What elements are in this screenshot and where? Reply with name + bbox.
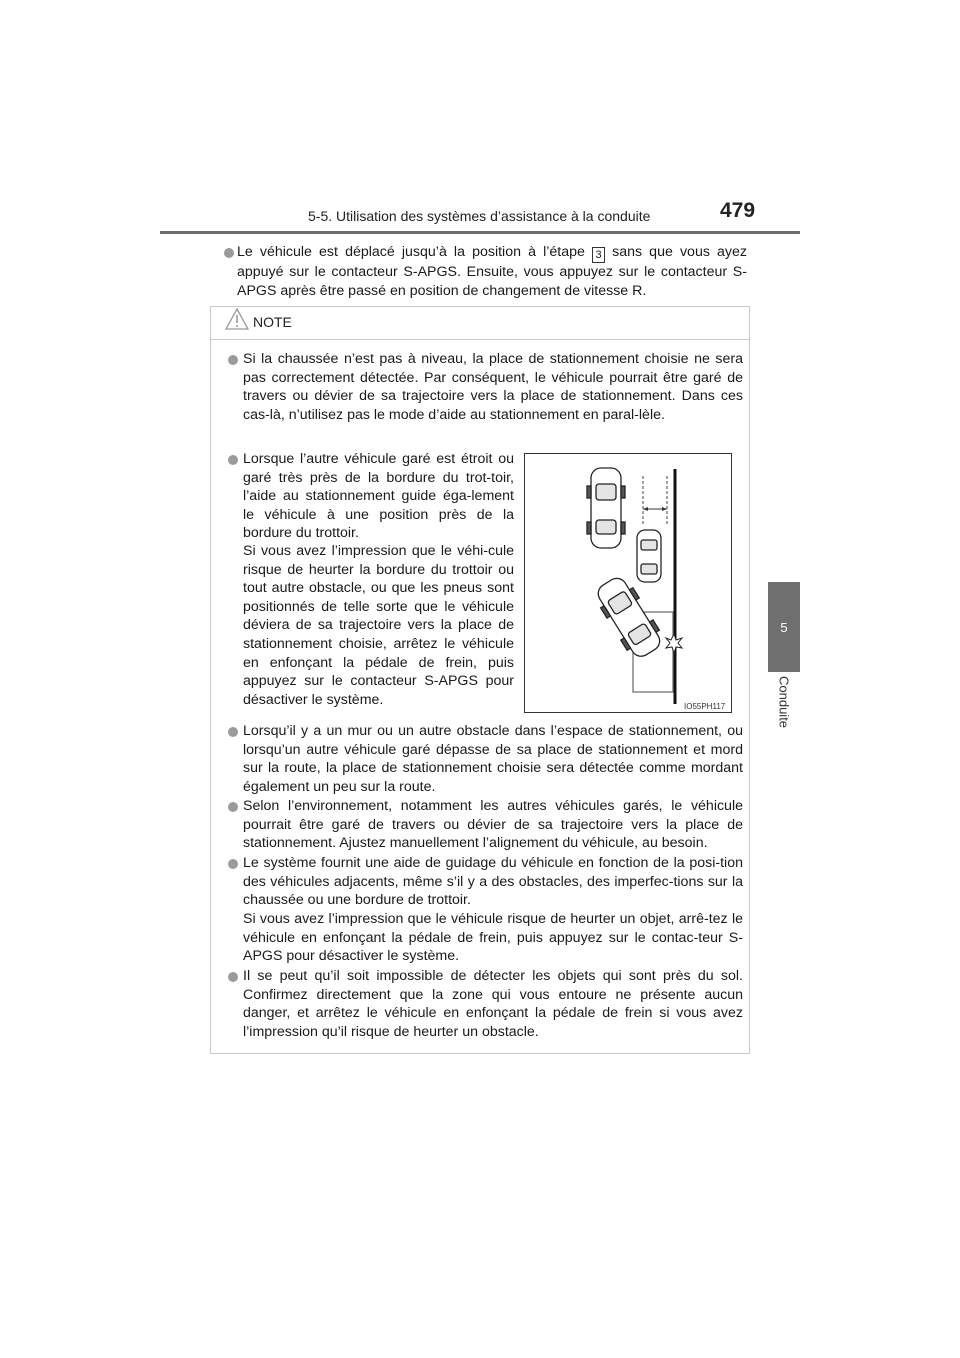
note-item: Selon l’environnement, notamment les autres véhicules garés, le véhicule pourrait être garé de travers ou dévier de sa trajectoire vers la place de stationnement. Ajustez manuellement l’alignement du véhicule, au besoin. — [243, 798, 743, 852]
note-header-divider — [210, 339, 750, 340]
note-item: Il se peut qu’il soit impossible de détecter les objets qui sont près du sol. Confirmez directement que la zone qui vous entoure ne présente aucun danger, et arrêtez le véhicule en enfonçant la pédale de frein si vous avez l’impression qu’il risque de heurter un obstacle. — [243, 968, 743, 1040]
warning-icon — [225, 308, 249, 330]
bullet-icon — [228, 455, 238, 465]
note-label: NOTE — [253, 314, 292, 330]
chapter-number: 5 — [780, 619, 788, 635]
intro-paragraph — [237, 243, 747, 300]
step-reference: 3 — [592, 247, 605, 263]
bullet-icon — [228, 802, 238, 812]
chapter-title: Conduite — [776, 676, 792, 729]
note-item: Si la chaussée n’est pas à niveau, la place de stationnement choisie ne sera pas correctement détectée. Par conséquent, le véhicule pourrait être garé de travers ou dévier de sa trajectoire vers la place de stationnement. Dans ces cas-là, n’utilisez pas le mode d’aide au stationnement en paral-lèle. — [243, 351, 743, 423]
section-title: 5-5. Utilisation des systèmes d’assistance à la conduite — [308, 208, 651, 224]
bullet-icon — [224, 248, 234, 258]
parking-illustration — [525, 454, 731, 712]
note-item: Lorsque l’autre véhicule garé est étroit ou garé très près de la bordure du trot-toir, l’aide au stationnement guide éga-lement le véhicule à une position près de la bordure du trottoir. — [243, 451, 514, 542]
impact-star-icon — [666, 634, 682, 653]
bullet-icon — [228, 355, 238, 365]
note-item-continuation: Si vous avez l’impression que le véhi-cule risque de heurter la bordure du trottoir ou tout autre obstacle, ou que les pneus sont positionnés de telle sorte que le véhicule déviera de sa trajectoire vers la place de stationnement choisie, arrêtez le véhicule en enfonçant la pédale de frein, puis appuyez sur le contacteur S-APGS pour désactiver le système. — [243, 543, 514, 708]
reversing-car — [591, 572, 667, 662]
page-number: 479 — [720, 199, 756, 222]
note-item: Le système fournit une aide de guidage du véhicule en fonction de la posi-tion des véhicules adjacents, même s’il y a des obstacles, des imperfec-tions sur la chaussée ou une bordure de trottoir. — [243, 855, 743, 909]
note-item-continuation: Si vous avez l’impression que le véhicule risque de heurter un objet, arrê-tez le véhicule en enfonçant la pédale de frein, puis appuyez sur le contac-teur S-APGS pour désactiver le système. — [243, 911, 743, 965]
parked-car-front — [587, 468, 625, 548]
parking-diagram — [524, 453, 732, 713]
chapter-tab — [768, 582, 800, 672]
header-divider — [160, 231, 800, 234]
bullet-icon — [228, 727, 238, 737]
intro-text-before: Le véhicule est déplacé jusqu’à la position à l’étape — [237, 244, 585, 260]
note-item: Lorsqu’il y a un mur ou un autre obstacle dans l’espace de stationnement, ou lorsqu’un autre véhicule garé dépasse de sa place de stationnement et mord sur la route, la place de stationnement choisie sera détectée comme mordant également un peu sur la route. — [243, 723, 743, 795]
figure-code: IO55PH117 — [684, 702, 726, 711]
bullet-icon — [228, 859, 238, 869]
intro-text-after: sans que vous ayez appuyé sur le contacteur S-APGS. Ensuite, vous appuyez sur le contacteur S-APGS après être passé en position de changement de vitesse R. — [237, 244, 747, 299]
bullet-icon — [228, 972, 238, 982]
parked-car-narrow — [637, 530, 661, 582]
